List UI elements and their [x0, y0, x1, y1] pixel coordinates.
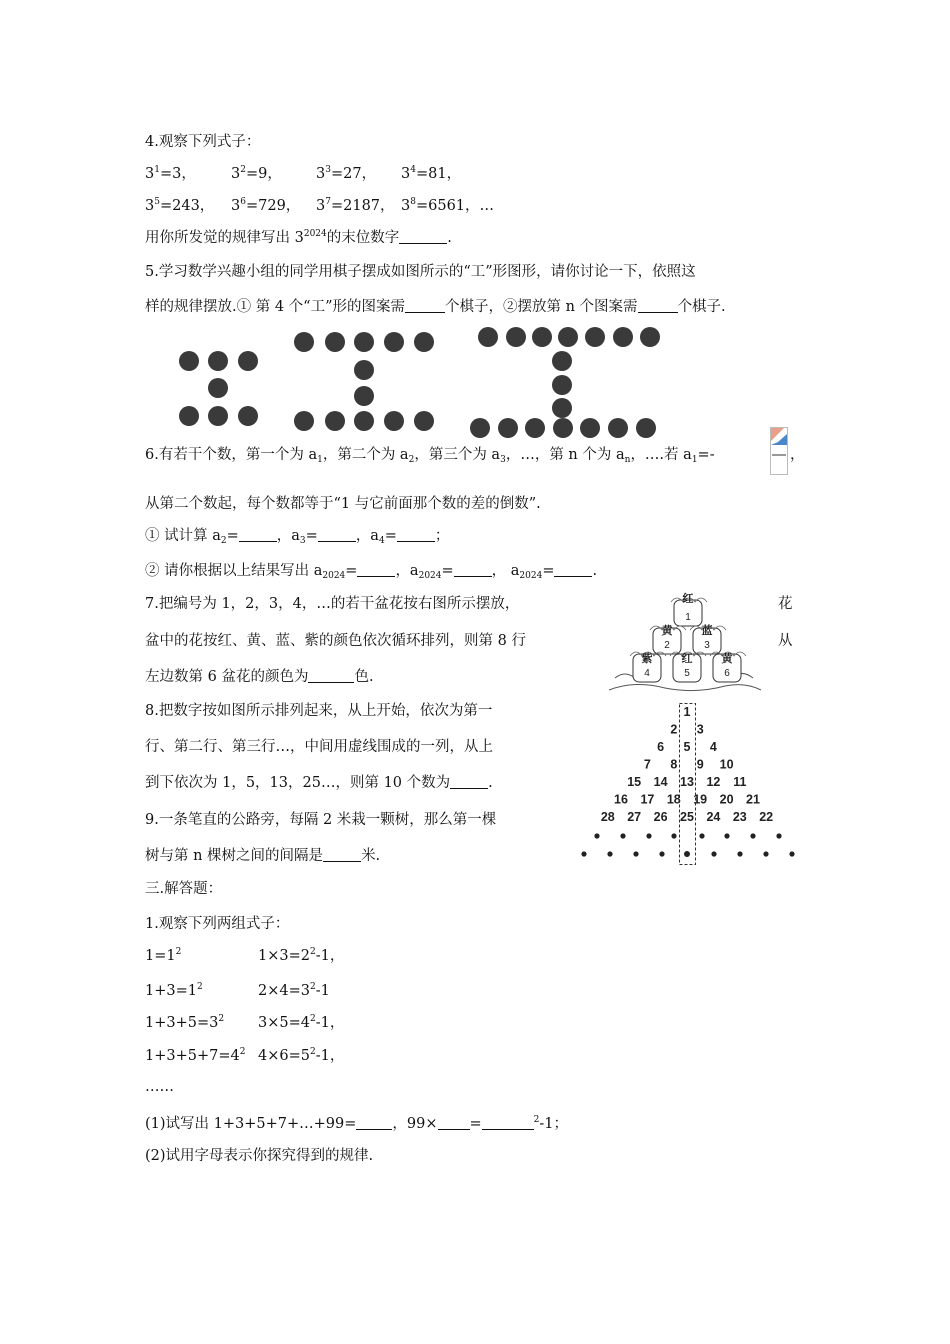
section-title: 三.解答题：: [145, 881, 223, 897]
triangle-number: 6: [657, 740, 665, 754]
triangle-number: 15: [627, 775, 642, 789]
triangle-number: 18: [666, 792, 681, 807]
broken-image-icon: [768, 425, 790, 477]
sec3-q1-intro: 1.观察下列两组式子：: [145, 916, 290, 932]
triangle-number: 13: [680, 775, 694, 789]
pot-label: 红: [681, 653, 693, 665]
number-triangle-figure: [575, 700, 810, 870]
answer-blank[interactable]: [357, 562, 395, 577]
pot-number: 1: [685, 612, 691, 623]
q9-line1: 9.一条笔直的公路旁，每隔 2 米栽一颗树，那么第一棵: [145, 812, 497, 828]
q4-intro: 4.观察下列式子：: [145, 134, 261, 150]
triangle-number: 16: [614, 792, 628, 807]
gong-pattern-3: [470, 327, 660, 438]
identity-row: $1+3+5=3^2$ $3\times 5=4^2-1$，: [145, 1014, 345, 1031]
triangle-number: 3: [696, 722, 704, 737]
triangle-number: 2: [670, 722, 678, 737]
triangle-number: 27: [627, 810, 642, 824]
q8-line3: 到下依次为 1，5，13，25…，则第 10 个数为 .: [145, 775, 493, 791]
answer-blank[interactable]: [308, 668, 354, 683]
pot-label: 黄: [721, 653, 733, 665]
sec3-part1: (1)试写出 1+3+5+7+…+99= ，99× = $^2$-1；: [145, 1115, 569, 1132]
q8-line2: 行、第二行、第三行…，中间用虚线围成的一列，从上: [145, 739, 493, 755]
triangle-number: 5: [683, 740, 691, 754]
answer-blank[interactable]: [482, 1115, 534, 1130]
q6-part2: ② 请你根据以上结果写出 $a_{2024}=$ ，$a_{2024}=$ ， $a_{2024}=$ .: [145, 563, 598, 581]
triangle-number: 4: [709, 740, 717, 754]
answer-blank[interactable]: [239, 527, 277, 542]
pot-label: 紫: [641, 653, 653, 665]
triangle-number: 19: [693, 792, 708, 807]
identity-row: $1+3+5+7=4^2$ $4\times 6=5^2-1$，: [145, 1047, 345, 1064]
answer-blank[interactable]: [405, 298, 445, 313]
q7-line3: 左边数第 6 盆花的颜色为 色.: [145, 669, 374, 685]
triangle-number: 17: [640, 792, 655, 807]
q5-line1: 5.学习数学兴趣小组的同学用棋子摆成如图所示的“工”形图形，请你讨论一下，依照这: [145, 264, 696, 280]
identity-row: $1=1^2$ $1\times 3=2^2-1$，: [145, 947, 345, 964]
q7-line1: 7.把编号为 1，2，3，4，…的若干盆花按右图所示摆放，: [145, 596, 520, 612]
q9-line2: 树与第 n 棵树之间的间隔是 米.: [145, 848, 381, 864]
pot-number: 3: [704, 640, 710, 651]
pot-number: 5: [684, 668, 690, 679]
triangle-number: 1: [683, 705, 691, 719]
answer-blank[interactable]: [554, 562, 592, 577]
gong-pattern-2: [294, 332, 434, 431]
triangle-number: 22: [759, 810, 774, 824]
triangle-number: 28: [600, 810, 615, 824]
triangle-number: 11: [733, 775, 747, 789]
answer-blank[interactable]: [399, 229, 447, 244]
answer-blank[interactable]: [454, 562, 492, 577]
answer-blank[interactable]: [318, 527, 356, 542]
answer-blank[interactable]: [638, 298, 678, 313]
q4-powers-row1: $3^1=3$， $3^2=9$， $3^3=27$， $3^4=81$，: [145, 165, 462, 182]
continuation-dots: [581, 833, 794, 857]
q6-part1: ① 试计算 $a_2=$ ，$a_3=$ ，$a_4=$ ；: [145, 528, 450, 546]
identity-row: $1+3=1^2$ $2\times 4=3^2-1$: [145, 982, 330, 999]
q7-line1-right: 花: [778, 596, 793, 612]
triangle-number: 20: [719, 792, 734, 807]
pot-label: 蓝: [701, 625, 713, 637]
flower-pots-figure: [605, 590, 765, 700]
pot-label: 红: [682, 593, 694, 605]
triangle-number: 26: [653, 810, 668, 824]
triangle-number: 8: [670, 757, 678, 772]
q8-line1: 8.把数字按如图所示排列起来，从上开始，依次为第一: [145, 703, 493, 719]
triangle-number: 21: [746, 792, 760, 807]
triangle-number: 12: [706, 775, 721, 789]
q6-line2: 从第二个数起，每个数都等于“1 与它前面那个数的差的倒数”.: [145, 496, 541, 512]
sec3-part2: (2)试用字母表示你探究得到的规律.: [145, 1148, 374, 1164]
pot-number: 6: [724, 668, 730, 679]
gong-pattern-1: [179, 351, 258, 426]
gong-shape-figure: [170, 322, 670, 446]
answer-blank[interactable]: [438, 1115, 470, 1130]
q5-line2: 样的规律摆放.① 第 4 个“工”形的图案需 个棋子，②摆放第 n 个图案需 个棋子.: [145, 299, 726, 315]
answer-blank[interactable]: [450, 774, 488, 789]
triangle-number: 7: [643, 757, 651, 772]
triangle-number: 14: [653, 775, 668, 789]
ellipsis: ……: [145, 1079, 174, 1095]
pot-number: 4: [644, 668, 650, 679]
triangle-number: 23: [732, 810, 747, 824]
q4-ask: 用你所发觉的规律写出 $3^{2024}$的末位数字 .: [145, 229, 452, 246]
triangle-number: 10: [719, 757, 734, 772]
q7-line2: 盆中的花按红、黄、蓝、紫的颜色依次循环排列，则第 8 行: [145, 633, 526, 649]
answer-blank[interactable]: [323, 847, 361, 862]
pot-number: 2: [664, 640, 670, 651]
q6-line1-end: ，: [790, 447, 805, 463]
q7-line2-right: 从: [778, 633, 793, 649]
q4-powers-row2: $3^5=243$， $3^6=729$， $3^7=2187$， $3^8=6561$，…: [145, 197, 495, 214]
pot-label: 黄: [661, 625, 673, 637]
answer-blank[interactable]: [356, 1115, 392, 1130]
q6-line1: 6.有若干个数，第一个为 $a_1$，第二个为 $a_2$，第三个为 $a_3$，…，第 n 个为 $a_n$，….若 $a_1=-$: [145, 447, 715, 465]
triangle-number: 24: [706, 810, 721, 824]
triangle-number: 9: [696, 757, 704, 772]
answer-blank[interactable]: [397, 527, 435, 542]
triangle-number: 25: [680, 810, 694, 824]
